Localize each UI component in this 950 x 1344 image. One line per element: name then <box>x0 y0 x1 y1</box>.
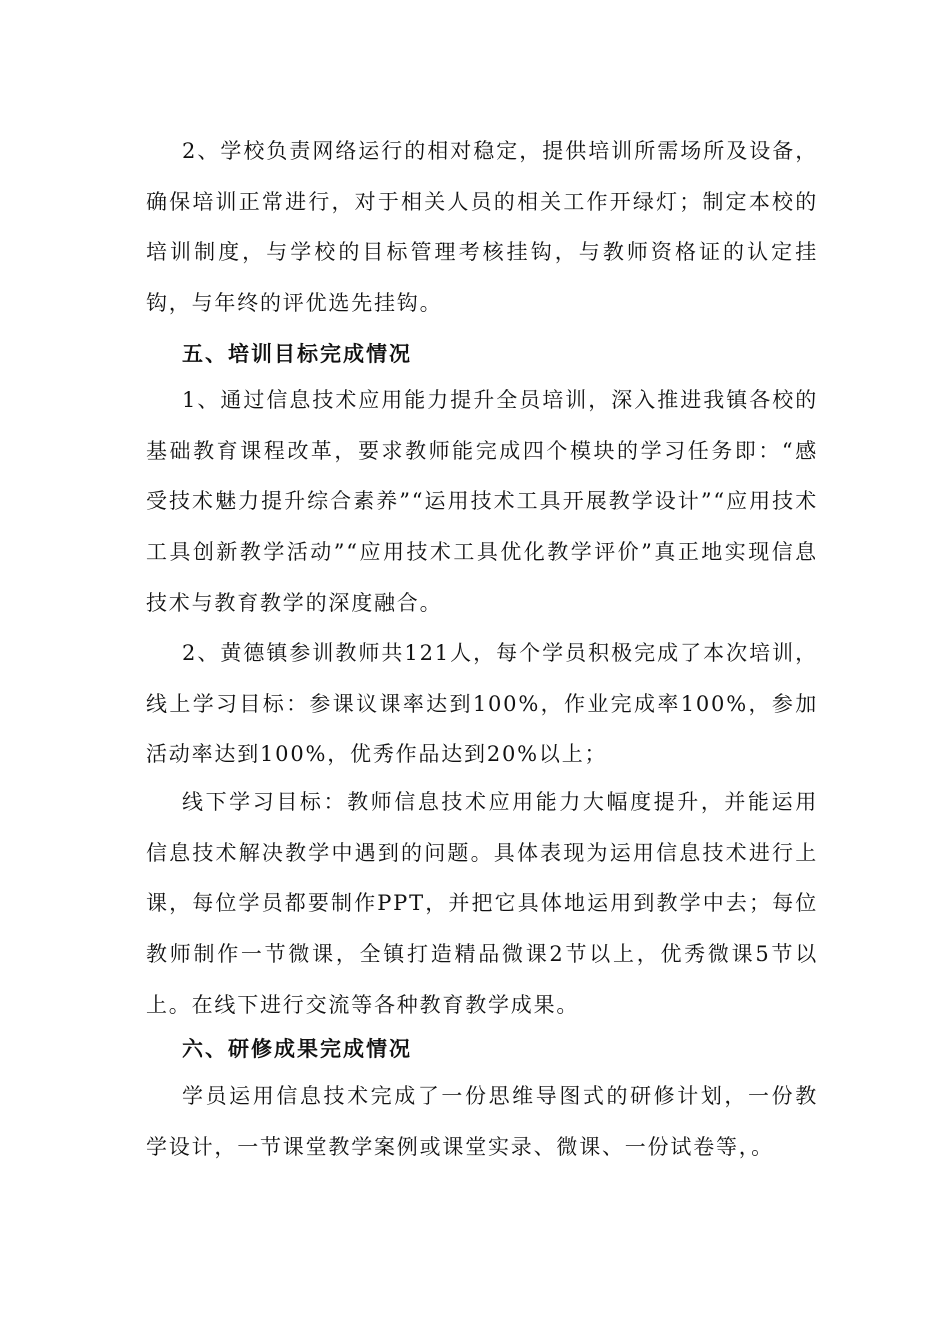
section-heading-training-goals: 五、培训目标完成情况 <box>182 342 412 366</box>
section-heading-research-results: 六、研修成果完成情况 <box>182 1037 412 1061</box>
paragraph-research-output: 学员运用信息技术完成了一份思维导图式的研修计划，一份教学设计，一节课堂教学案例或课堂实录、微课、一份试卷等，。 <box>146 1084 818 1159</box>
paragraph-training-modules: 1、通过信息技术应用能力提升全员培训，深入推进我镇各校的基础教育课程改革，要求教师能完成四个模块的学习任务即：“感受技术魅力提升综合素养”“运用技术工具开展教学设计”“应用技术工具创新教学活动”“应用技术工具优化教学评价”真正地实现信息技术与教育教学的深度融合。 <box>146 388 818 615</box>
paragraph-offline-goals: 线下学习目标：教师信息技术应用能力大幅度提升，并能运用信息技术解决教学中遇到的问题。具体表现为运用信息技术进行上课，每位学员都要制作PPT，并把它具体地运用到教学中去；每位教师制作一节微课，全镇打造精品微课2节以上，优秀微课5节以上。在线下进行交流等各种教育教学成果。 <box>146 790 818 1017</box>
paragraph-network-support: 2、学校负责网络运行的相对稳定，提供培训所需场所及设备，确保培训正常进行，对于相关人员的相关工作开绿灯；制定本校的培训制度，与学校的目标管理考核挂钩，与教师资格证的认定挂钩，与年终的评优选先挂钩。 <box>146 139 818 316</box>
paragraph-online-goals: 2、黄德镇参训教师共121人，每个学员积极完成了本次培训，线上学习目标：参课议课率达到100%，作业完成率100%，参加活动率达到100%，优秀作品达到20%以上； <box>146 641 818 767</box>
